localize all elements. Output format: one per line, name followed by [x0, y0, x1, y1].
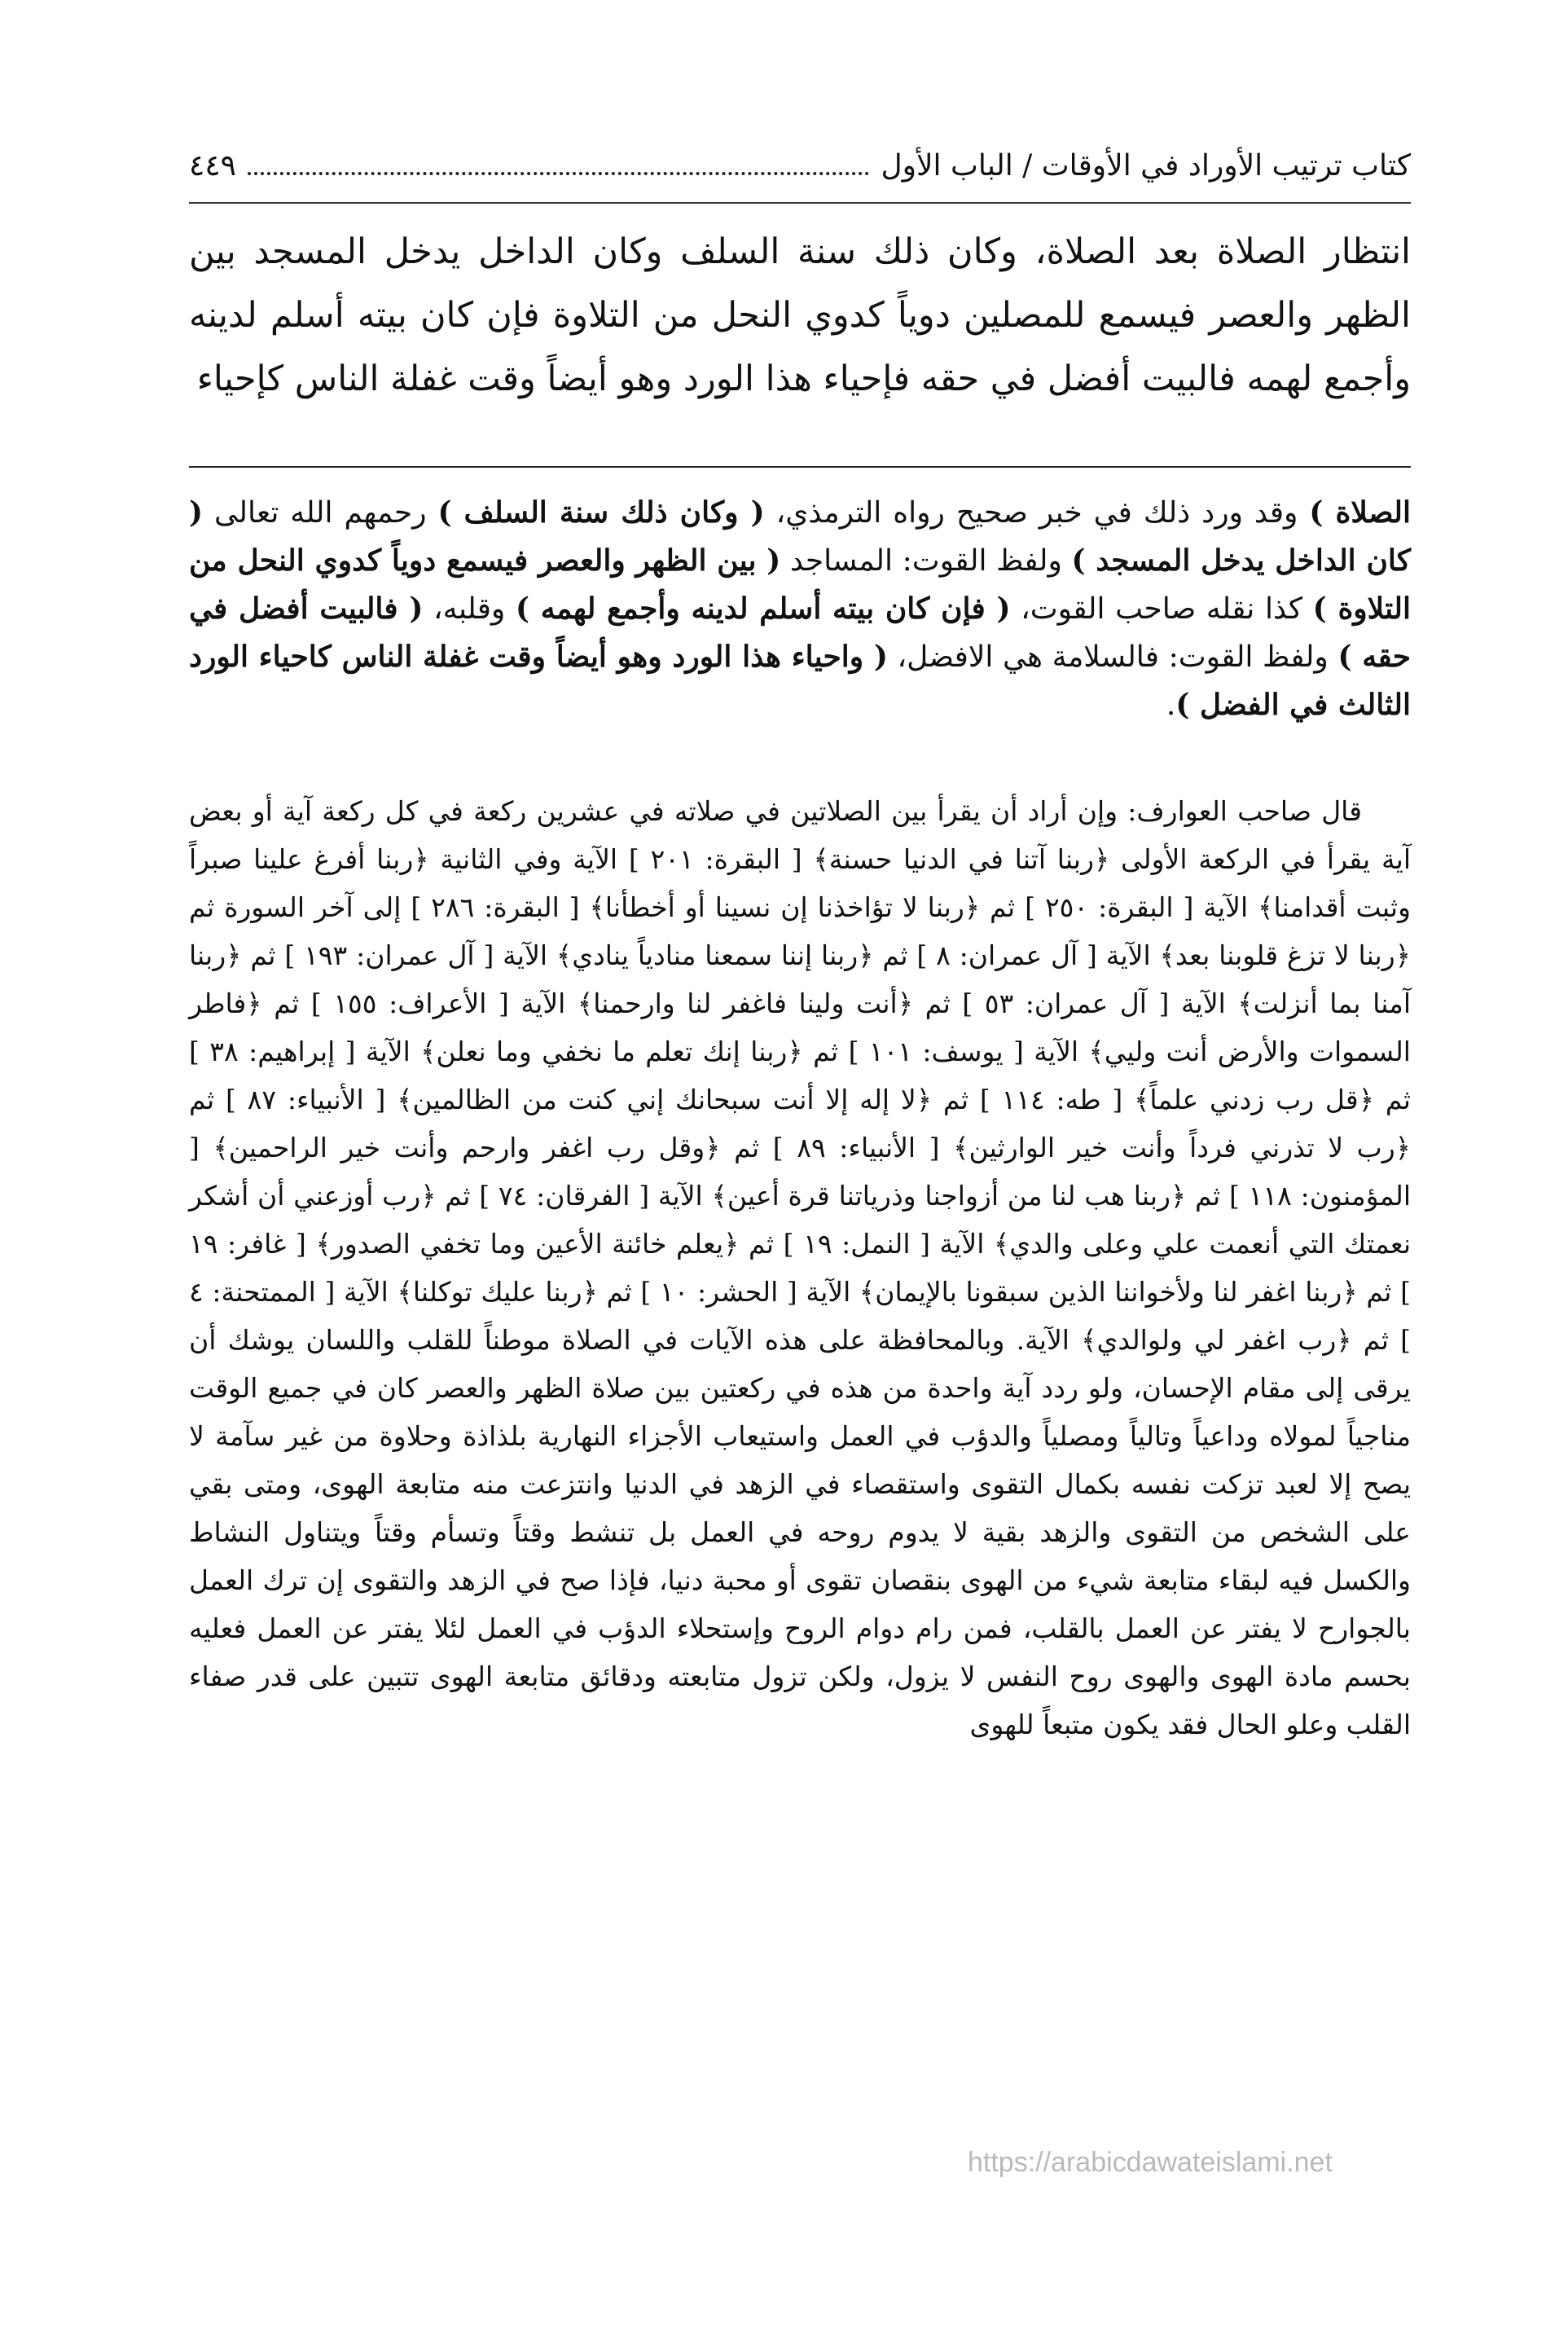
header-rule [189, 202, 1411, 204]
commentary-text: ولفظ القوت: فالسلامة هي الافضل، [887, 640, 1338, 674]
commentary-quote: ( واحياء هذا الورد وهو أيضاً وقت غفلة الناس كاحياء الورد الثالث في الفضل ) [189, 640, 1411, 722]
footnote-divider [189, 466, 1411, 468]
commentary-body: قال صاحب العوارف: وإن أراد أن يقرأ بين الصلاتين في صلاته في عشرين ركعة في كل ركعة آية أو بعض آية يقرأ في الركعة الأولى ﴿ربنا آتنا في الدنيا حسنة﴾ [ البقرة: ٢٠١ ] الآية وفي الثانية ﴿ربنا أفرغ علينا صبراً وثبت أقدامنا﴾ الآية [ البقرة: ٢٥٠ ] ثم ﴿ربنا لا تؤاخذنا إن نسينا أو أخطأنا﴾ [ البقرة: ٢٨٦ ] إلى آخر السورة ثم ﴿ربنا لا تزغ قلوبنا بعد﴾ الآية [ آل عمران: ٨ ] ثم ﴿ربنا إننا سمعنا منادياً ينادي﴾ الآية [ آل عمران: ١٩٣ ] ثم ﴿ربنا آمنا بما أنزلت﴾ الآية [ آل عمران: ٥٣ ] ثم ﴿أنت ولينا فاغفر لنا وارحمنا﴾ الآية [ الأعراف: ١٥٥ ] ثم ﴿فاطر السموات والأرض أنت وليي﴾ الآية [ يوسف: ١٠١ ] ثم ﴿ربنا إنك تعلم ما نخفي وما نعلن﴾ الآية [ إبراهيم: ٣٨ ] ثم ﴿قل رب زدني علماً﴾ [ طه: ١١٤ ] ثم ﴿لا إله إلا أنت سبحانك إني كنت من الظالمين﴾ [ الأنبياء: ٨٧ ] ثم ﴿رب لا تذرني فرداً وأنت خير الوارثين﴾ [ الأنبياء: ٨٩ ] ثم ﴿وقل رب اغفر وارحم وأنت خير الراحمين﴾ [ المؤمنون: ١١٨ ] ثم ﴿ربنا هب لنا من أزواجنا وذرياتنا قرة أعين﴾ الآية [ الفرقان: ٧٤ ] ثم ﴿رب أوزعني أن أشكر نعمتك التي أنعمت علي وعلى والدي﴾ الآية [ النمل: ١٩ ] ثم ﴿يعلم خائنة الأعين وما تخفي الصدور﴾ [ غافر: ١٩ ] ثم ﴿ربنا اغفر لنا ولأخواننا الذين سبقونا بالإيمان﴾ الآية [ الحشر: ١٠ ] ثم ﴿ربنا عليك توكلنا﴾ الآية [ الممتحنة: ٤ ] ثم ﴿رب اغفر لي ولوالدي﴾ الآية. وبالمحافظة على هذه الآيات في الصلاة موطناً للقلب واللسان يوشك أن يرقى إلى مقام الإحسان، ولو ردد آية واحدة من هذه في ركعتين بين صلاة الظهر والعصر كان في جميع الوقت مناجياً لمولاه وداعياً وتالياً ومصلياً والدؤب في العمل واستيعاب الأجزاء النهارية بلذاذة وحلاوة من غير سآمة لا يصح إلا لعبد تزكت نفسه بكمال التقوى واستقصاء في الزهد في الدنيا وانتزعت منه متابعة الهوى، ومتى بقي على الشخص من التقوى والزهد بقية لا يدوم روحه في العمل بل تنشط وقتاً وتسأم وقتاً ويتناول النشاط والكسل فيه لبقاء متابعة شيء من الهوى بنقصان تقوى أو محبة دنيا، فإذا صح في الزهد والتقوى إن ترك العمل بالجوارح لا يفتر عن العمل بالقلب، فمن رام دوام الروح وإستحلاء الدؤب في العمل لئلا يفتر عن العمل فعليه بحسم مادة الهوى والهوى روح النفس لا يزول، ولكن تزول متابعته ودقائق متابعة الهوى تتبين على قدر صفاء القلب وعلو الحال فقد يكون متبعاً للهوى [189, 795, 1411, 1740]
running-header [189, 137, 1411, 194]
commentary-quote: ( فإن كان بيته أسلم لدينه وأجمع لهمه ) [515, 592, 1011, 626]
commentary-text: كذا نقله صاحب القوت، [1010, 592, 1313, 626]
commentary-quote: ( وكان ذلك سنة السلف ) [437, 495, 765, 530]
header-title: كتاب ترتيب الأوراد في الأوقات / الباب الأول [881, 148, 1411, 183]
commentary-text: . [1166, 688, 1176, 722]
commentary-quote: ( كان الداخل يدخل المسجد ) [189, 495, 1411, 578]
watermark-url: https://arabicdawateislami.net [968, 2147, 1333, 2178]
header-dot-leader [248, 172, 869, 175]
main-text: انتظار الصلاة بعد الصلاة، وكان ذلك سنة السلف وكان الداخل يدخل المسجد بين الظهر والعصر فيسمع للمصلين دوياً كدوي النحل من التلاوة فإن كان بيته أسلم لدينه وأجمع لهمه فالبيت أفضل في حقه فإحياء هذا الورد وهو أيضاً وقت غفلة الناس كإحياء [189, 231, 1411, 399]
commentary-text: ولفظ القوت: المساجد [780, 544, 1072, 578]
commentary-quote: الصلاة ) [1309, 495, 1412, 530]
commentary-text: رحمهم الله تعالى [203, 496, 438, 530]
commentary-quote: ( فالبيت أفضل في حقه ) [189, 592, 1411, 674]
page-number: ٤٤٩ [189, 148, 237, 183]
commentary-block [189, 489, 1411, 729]
commentary-quote: ( بين الظهر والعصر فيسمع دوياً كدوي النحل من التلاوة ) [189, 543, 1412, 626]
commentary-text: وقلبه، [423, 592, 516, 626]
commentary-text: وقد ورد ذلك في خبر صحيح رواه الترمذي، [764, 496, 1310, 530]
